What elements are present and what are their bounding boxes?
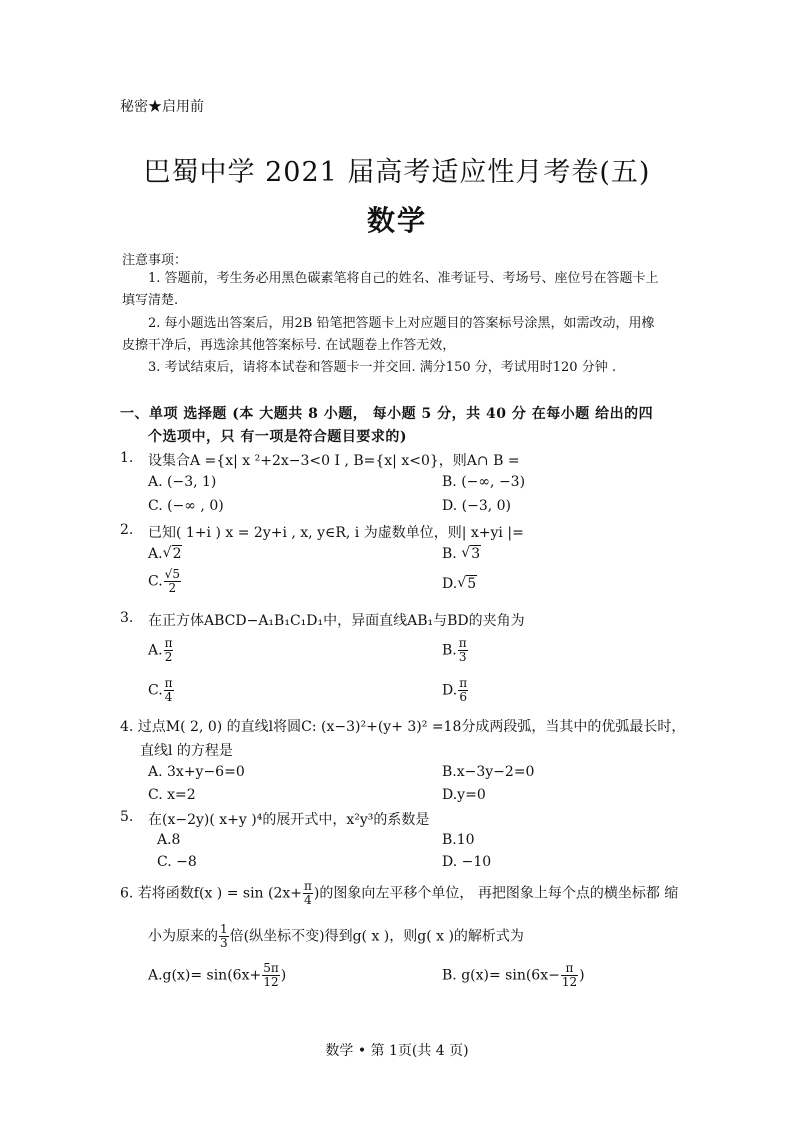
notes-heading: 注意事项： bbox=[122, 253, 188, 268]
q3-option-c-denominator: 4 bbox=[164, 690, 173, 704]
q1-option-d: D. (−3, 0) bbox=[442, 498, 511, 514]
q6-option-b-numerator: π bbox=[561, 962, 578, 976]
q2-option-b bbox=[442, 546, 481, 562]
q6-line2-fraction bbox=[219, 923, 229, 950]
note-2b: 皮擦干净后，再选涂其他答案标号. 在试题卷上作答无效， bbox=[122, 338, 456, 353]
q3-option-b bbox=[442, 637, 469, 664]
q1-number: 1. bbox=[120, 450, 134, 466]
q6-stem-denominator: 4 bbox=[304, 893, 312, 907]
q6-option-b-denominator: 12 bbox=[561, 975, 578, 989]
q3-option-d-denominator: 6 bbox=[459, 690, 467, 704]
q6-option-b-fraction bbox=[561, 962, 578, 989]
q6-line2-part1: 小为原来的 bbox=[148, 928, 218, 945]
q6-stem-numerator: π bbox=[304, 879, 312, 893]
q3-option-a-fraction bbox=[164, 637, 174, 664]
q6-stem bbox=[120, 880, 678, 907]
q4-option-a: A. 3x+y−6=0 bbox=[148, 764, 245, 780]
page-footer: 数学 • 第 1页(共 4 页) bbox=[325, 1043, 469, 1059]
note-2a: 2. 每小题选出答案后，用2B 铅笔把答题卡上对应题目的答案标号涂黑，如需改动，用橡 bbox=[148, 316, 655, 331]
q2-option-d bbox=[442, 576, 477, 592]
q3-option-b-numerator: π bbox=[458, 636, 467, 650]
q6-option-a-denominator: 12 bbox=[263, 975, 279, 989]
q5-option-c: C. −8 bbox=[157, 854, 197, 870]
q2-option-a-radicand: 2 bbox=[172, 546, 182, 562]
q6-line2-numerator: 1 bbox=[220, 922, 228, 936]
q3-option-c-label: C. bbox=[148, 682, 163, 699]
subject-title: 数学 bbox=[366, 204, 427, 237]
q2-option-d-radicand: 5 bbox=[467, 576, 477, 592]
q2-option-c-denominator: 2 bbox=[168, 581, 177, 595]
q2-option-a bbox=[148, 546, 182, 562]
q1-option-c: C. (−∞ , 0) bbox=[148, 498, 224, 514]
q4-option-c: C. x=2 bbox=[148, 787, 196, 803]
q5-option-a: A.8 bbox=[157, 832, 181, 848]
note-1b: 填写清楚. bbox=[122, 293, 179, 308]
q5-number: 5. bbox=[120, 809, 134, 825]
q5-stem: 在(x−2y)( x+y )⁴的展开式中，x²y³的系数是 bbox=[148, 812, 430, 828]
q2-option-c-fraction bbox=[164, 568, 181, 595]
q6-option-a-fraction bbox=[262, 962, 280, 989]
q3-option-b-label: B. bbox=[442, 642, 457, 659]
q2-option-c-numerator: √5 bbox=[164, 567, 180, 581]
q2-option-b-label: B. bbox=[442, 546, 462, 562]
q3-option-c bbox=[148, 677, 175, 704]
q3-option-a-numerator: π bbox=[164, 636, 173, 650]
q4-option-d: D.y=0 bbox=[442, 787, 486, 803]
q2-number: 2. bbox=[120, 522, 134, 538]
q6-option-a-part2: ) bbox=[280, 967, 287, 984]
q3-option-a-denominator: 2 bbox=[164, 650, 173, 664]
q4-option-b: B.x−3y−2=0 bbox=[442, 764, 535, 780]
confidential-label: 秘密★启用前 bbox=[120, 99, 204, 115]
q1-stem: 设集合A ={x| x ²+2x−3<0 I , B={x| x<0}，则A∩ B = bbox=[148, 453, 520, 469]
q1-option-a: A. (−3, 1) bbox=[148, 474, 217, 490]
q6-stem-line2 bbox=[148, 923, 524, 950]
q4-stem: 4. 过点M( 2, 0) 的直线l将圆C: (x−3)²+(y+ 3)² =18分成两段弧，当其中的优弧最长时， bbox=[120, 719, 686, 735]
q6-option-b-part1: B. g(x)= sin(6x− bbox=[442, 967, 560, 984]
q1-option-b: B. (−∞, −3) bbox=[442, 474, 526, 490]
q3-option-d-fraction bbox=[458, 677, 468, 704]
q6-option-a bbox=[148, 962, 286, 989]
q6-option-a-numerator: 5π bbox=[263, 961, 279, 975]
q2-option-c-label: C. bbox=[148, 573, 163, 590]
q2-option-a-label: A. bbox=[148, 546, 163, 562]
q2-stem: 已知( 1+i ) x = 2y+i , x, y∈R, i 为虚数单位，则| x+yi |= bbox=[148, 525, 524, 541]
q3-option-b-denominator: 3 bbox=[458, 650, 467, 664]
note-1a: 1. 答题前，考生务必用黑色碳素笔将自己的姓名、准考证号、考场号、座位号在答题卡上 bbox=[148, 271, 659, 286]
q3-number: 3. bbox=[120, 610, 134, 626]
q3-option-a-label: A. bbox=[148, 642, 163, 659]
q5-option-b: B.10 bbox=[442, 832, 475, 848]
q6-stem-part2: )的图象向左平移个单位， 再把图象上每个点的横坐标都 缩 bbox=[313, 885, 679, 902]
q4-stem-line2: 直线l 的方程是 bbox=[140, 743, 233, 759]
q3-option-d-numerator: π bbox=[459, 676, 468, 690]
q3-option-a bbox=[148, 637, 174, 664]
q2-option-d-sqrt bbox=[457, 576, 477, 592]
note-3: 3. 考试结束后，请将本试卷和答题卡一并交回. 满分150 分，考试用时120 分钟 . bbox=[148, 360, 616, 375]
q6-option-a-part1: A.g(x)= sin(6x+ bbox=[148, 967, 262, 984]
q3-option-d bbox=[442, 677, 469, 704]
q3-option-c-fraction bbox=[164, 677, 174, 704]
q2-option-b-sqrt bbox=[461, 546, 481, 562]
q6-line2-denominator: 3 bbox=[220, 936, 228, 950]
q6-option-b-part2: ) bbox=[579, 967, 585, 984]
q3-stem: 在正方体ABCD−A₁B₁C₁D₁中，异面直线AB₁与BD的夹角为 bbox=[148, 613, 525, 629]
q2-option-b-radicand: 3 bbox=[471, 546, 481, 562]
q2-option-a-sqrt bbox=[163, 546, 183, 562]
q3-option-b-fraction bbox=[458, 637, 468, 664]
exam-title: 巴蜀中学 2021 届高考适应性月考卷(五) bbox=[143, 157, 651, 188]
q2-option-c bbox=[148, 568, 182, 595]
q3-option-d-label: D. bbox=[442, 682, 458, 699]
q6-option-b bbox=[442, 962, 585, 989]
q5-option-d: D. −10 bbox=[442, 854, 492, 870]
q6-stem-fraction bbox=[303, 880, 313, 907]
q3-option-c-numerator: π bbox=[164, 676, 173, 690]
q6-line2-part2: 倍(纵坐标不变)得到g( x )，则g( x )的解析式为 bbox=[229, 928, 524, 945]
section-heading-line1: 一、单项 选择题 (本 大题共 8 小题， 每小题 5 分，共 40 分 在每小题 给出的四 bbox=[120, 406, 654, 422]
section-heading-line2: 个选项中，只 有一项是符合题目要求的) bbox=[148, 429, 407, 445]
q2-option-d-label: D. bbox=[442, 576, 458, 592]
q6-stem-part1: 6. 若将函数f(x ) = sin (2x+ bbox=[120, 885, 303, 902]
